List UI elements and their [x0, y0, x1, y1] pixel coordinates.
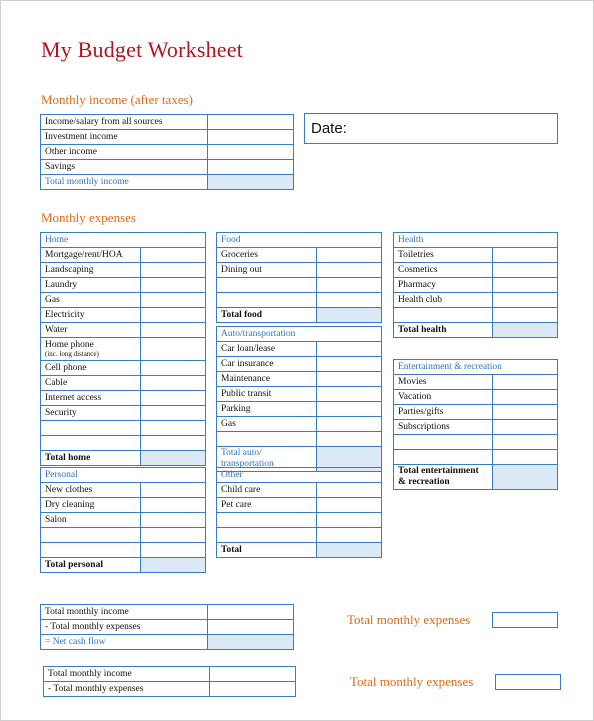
- row-label: Cell phone: [41, 361, 141, 376]
- row-label: Maintenance: [217, 372, 317, 387]
- amount-cell[interactable]: [493, 435, 558, 450]
- other-table: [216, 467, 382, 558]
- table-row: [41, 248, 206, 263]
- row-label: Public transit: [217, 387, 317, 402]
- amount-cell[interactable]: [493, 278, 558, 293]
- table-row: [41, 323, 206, 338]
- row-label: Groceries: [217, 248, 317, 263]
- row-label: [41, 338, 141, 361]
- row-label: [217, 513, 317, 528]
- income-heading: Monthly income (after taxes): [41, 92, 193, 107]
- auto-table: [216, 326, 382, 472]
- table-row: [394, 450, 558, 465]
- table-row: [394, 293, 558, 308]
- amount-cell[interactable]: [210, 682, 296, 697]
- table-row: [217, 278, 382, 293]
- total-row: [217, 543, 382, 558]
- amount-cell[interactable]: [493, 248, 558, 263]
- table-row: [217, 387, 382, 402]
- table-row: [217, 483, 382, 498]
- row-label: Total monthly income: [44, 667, 210, 682]
- table-row: [217, 513, 382, 528]
- table-row: [41, 406, 206, 421]
- total-row: [394, 465, 558, 490]
- amount-cell[interactable]: [208, 160, 294, 175]
- table-row: [217, 417, 382, 432]
- row-label: Pet care: [217, 498, 317, 513]
- total-amount-cell[interactable]: [493, 465, 558, 490]
- row-label: Child care: [217, 483, 317, 498]
- amount-cell[interactable]: [493, 420, 558, 435]
- row-label: Vacation: [394, 390, 493, 405]
- total-label: [394, 465, 493, 490]
- amount-cell[interactable]: [317, 263, 382, 278]
- date-field[interactable]: [304, 113, 558, 144]
- amount-cell[interactable]: [493, 375, 558, 390]
- table-row: [394, 420, 558, 435]
- auto-total-line2: transportation: [221, 459, 274, 469]
- table-row: [41, 263, 206, 278]
- table-row: [394, 390, 558, 405]
- table-row: [41, 605, 294, 620]
- amount-cell[interactable]: [317, 432, 382, 447]
- home-phone-note: (inc. long distance): [45, 350, 99, 358]
- table-row: [41, 130, 294, 145]
- row-label: Cable: [41, 376, 141, 391]
- amount-cell[interactable]: [493, 263, 558, 278]
- total-row: [394, 323, 558, 338]
- total-expenses-label-1: Total monthly expenses: [347, 612, 471, 627]
- food-header: Food: [217, 233, 382, 248]
- row-label: = Net cash flow: [41, 635, 208, 650]
- total-row: [41, 451, 206, 466]
- table-row: [41, 145, 294, 160]
- table-row: [217, 432, 382, 447]
- row-label: Laundry: [41, 278, 141, 293]
- total-amount-cell[interactable]: [141, 451, 206, 466]
- table-row: [41, 620, 294, 635]
- amount-cell[interactable]: [317, 372, 382, 387]
- amount-cell[interactable]: [208, 605, 294, 620]
- total-label: Total personal: [41, 558, 141, 573]
- row-label: [41, 543, 141, 558]
- table-row: [41, 635, 294, 650]
- row-label: Dry cleaning: [41, 498, 141, 513]
- table-row: [394, 375, 558, 390]
- total-label: Total health: [394, 323, 493, 338]
- row-label: Movies: [394, 375, 493, 390]
- table-row: [394, 278, 558, 293]
- amount-cell[interactable]: [141, 391, 206, 406]
- table-row: [217, 342, 382, 357]
- home-phone-label: Home phone: [45, 340, 94, 350]
- row-label: Mortgage/rent/HOA: [41, 248, 141, 263]
- table-row: [217, 528, 382, 543]
- table-row: [41, 483, 206, 498]
- row-label: Other income: [41, 145, 208, 160]
- table-row: [41, 543, 206, 558]
- total-expenses-box-1[interactable]: [492, 612, 558, 628]
- amount-cell[interactable]: [317, 278, 382, 293]
- table-row: [41, 421, 206, 436]
- row-label: Toiletries: [394, 248, 493, 263]
- table-row: [217, 357, 382, 372]
- home-table: [40, 232, 206, 466]
- table-row: [217, 372, 382, 387]
- table-row: [44, 667, 296, 682]
- total-expenses-box-2[interactable]: [495, 674, 561, 690]
- total-label: Total monthly income: [41, 175, 208, 190]
- amount-cell[interactable]: [141, 376, 206, 391]
- amount-cell[interactable]: [141, 323, 206, 338]
- entertainment-total-line2: & recreation: [398, 477, 450, 487]
- row-label: Water: [41, 323, 141, 338]
- table-row: [217, 248, 382, 263]
- row-label: [41, 528, 141, 543]
- table-row: [41, 293, 206, 308]
- row-label: Investment income: [41, 130, 208, 145]
- table-row: [41, 436, 206, 451]
- total-row: [217, 308, 382, 323]
- amount-cell[interactable]: [317, 387, 382, 402]
- row-label: [394, 450, 493, 465]
- row-label: Car loan/lease: [217, 342, 317, 357]
- table-row: [394, 248, 558, 263]
- amount-cell[interactable]: [208, 130, 294, 145]
- row-label: Income/salary from all sources: [41, 115, 208, 130]
- food-table: [216, 232, 382, 323]
- table-row: [41, 338, 206, 361]
- table-row: [41, 513, 206, 528]
- total-label: Total food: [217, 308, 317, 323]
- amount-cell[interactable]: [317, 293, 382, 308]
- row-label: Landscaping: [41, 263, 141, 278]
- table-row: [41, 528, 206, 543]
- amount-cell[interactable]: [493, 308, 558, 323]
- other-header: Other: [217, 468, 382, 483]
- row-label: [217, 278, 317, 293]
- date-label: Date:: [311, 120, 347, 137]
- auto-header: Auto/transportation: [217, 327, 382, 342]
- table-row: [394, 308, 558, 323]
- table-row: [394, 435, 558, 450]
- total-amount-cell[interactable]: [493, 323, 558, 338]
- table-row: [217, 293, 382, 308]
- health-table: [393, 232, 558, 338]
- amount-cell[interactable]: [317, 417, 382, 432]
- row-label: Salon: [41, 513, 141, 528]
- entertainment-header: Entertainment & recreation: [394, 360, 558, 375]
- amount-cell[interactable]: [317, 402, 382, 417]
- amount-cell[interactable]: [493, 293, 558, 308]
- row-label: Savings: [41, 160, 208, 175]
- row-label: Cosmetics: [394, 263, 493, 278]
- row-label: Gas: [217, 417, 317, 432]
- amount-cell[interactable]: [493, 390, 558, 405]
- table-row: [217, 402, 382, 417]
- total-label: Total home: [41, 451, 141, 466]
- amount-cell[interactable]: [208, 635, 294, 650]
- table-row: [41, 308, 206, 323]
- amount-cell[interactable]: [208, 620, 294, 635]
- row-label: [41, 421, 141, 436]
- total-amount-cell[interactable]: [141, 558, 206, 573]
- amount-cell[interactable]: [141, 263, 206, 278]
- table-row: [217, 498, 382, 513]
- personal-header: Personal: [41, 468, 206, 483]
- personal-table: [40, 467, 206, 573]
- amount-cell[interactable]: [141, 421, 206, 436]
- amount-cell[interactable]: [141, 543, 206, 558]
- row-label: - Total monthly expenses: [44, 682, 210, 697]
- amount-cell[interactable]: [317, 357, 382, 372]
- row-label: Total monthly income: [41, 605, 208, 620]
- amount-cell[interactable]: [141, 278, 206, 293]
- amount-cell[interactable]: [141, 436, 206, 451]
- amount-cell[interactable]: [141, 338, 206, 361]
- home-header: Home: [41, 233, 206, 248]
- auto-total-line1: Total auto/: [221, 448, 262, 458]
- total-expenses-label-2: Total monthly expenses: [350, 674, 474, 689]
- amount-cell[interactable]: [493, 405, 558, 420]
- row-label: [41, 436, 141, 451]
- amount-cell[interactable]: [493, 450, 558, 465]
- row-label: [394, 308, 493, 323]
- amount-cell[interactable]: [317, 248, 382, 263]
- row-label: New clothes: [41, 483, 141, 498]
- total-row: [41, 558, 206, 573]
- amount-cell[interactable]: [210, 667, 296, 682]
- table-row: [217, 263, 382, 278]
- amount-cell[interactable]: [141, 293, 206, 308]
- amount-cell[interactable]: [141, 406, 206, 421]
- row-label: - Total monthly expenses: [41, 620, 208, 635]
- amount-cell[interactable]: [317, 528, 382, 543]
- expenses-heading: Monthly expenses: [41, 210, 136, 225]
- row-label: Dining out: [217, 263, 317, 278]
- income-table: [40, 114, 294, 190]
- amount-cell[interactable]: [141, 308, 206, 323]
- table-row: [41, 278, 206, 293]
- table-row: [41, 391, 206, 406]
- amount-cell[interactable]: [141, 248, 206, 263]
- row-label: Parties/gifts: [394, 405, 493, 420]
- row-label: [394, 435, 493, 450]
- page-title: My Budget Worksheet: [41, 37, 244, 62]
- row-label: Parking: [217, 402, 317, 417]
- table-row: [41, 376, 206, 391]
- amount-cell[interactable]: [208, 145, 294, 160]
- health-header: Health: [394, 233, 558, 248]
- total-row: [41, 175, 294, 190]
- total-amount-cell[interactable]: [317, 308, 382, 323]
- summary-table-1: [40, 604, 294, 650]
- table-row: [41, 115, 294, 130]
- amount-cell[interactable]: [141, 513, 206, 528]
- table-row: [41, 498, 206, 513]
- table-row: [394, 263, 558, 278]
- amount-cell[interactable]: [141, 483, 206, 498]
- total-amount-cell[interactable]: [317, 543, 382, 558]
- total-label: Total: [217, 543, 317, 558]
- total-amount-cell[interactable]: [208, 175, 294, 190]
- row-label: Electricity: [41, 308, 141, 323]
- row-label: Subscriptions: [394, 420, 493, 435]
- amount-cell[interactable]: [317, 498, 382, 513]
- row-label: [217, 528, 317, 543]
- row-label: Security: [41, 406, 141, 421]
- row-label: [217, 293, 317, 308]
- row-label: Health club: [394, 293, 493, 308]
- row-label: Internet access: [41, 391, 141, 406]
- amount-cell[interactable]: [141, 361, 206, 376]
- entertainment-total-line1: Total entertainment: [398, 466, 479, 476]
- table-row: [394, 405, 558, 420]
- amount-cell[interactable]: [317, 342, 382, 357]
- amount-cell[interactable]: [141, 528, 206, 543]
- row-label: Pharmacy: [394, 278, 493, 293]
- row-label: [217, 432, 317, 447]
- amount-cell[interactable]: [141, 498, 206, 513]
- table-row: [41, 361, 206, 376]
- amount-cell[interactable]: [317, 483, 382, 498]
- row-label: Gas: [41, 293, 141, 308]
- row-label: Car insurance: [217, 357, 317, 372]
- amount-cell[interactable]: [317, 513, 382, 528]
- table-row: [41, 160, 294, 175]
- entertainment-table: [393, 359, 558, 490]
- amount-cell[interactable]: [208, 115, 294, 130]
- table-row: [44, 682, 296, 697]
- summary-table-2: [43, 666, 296, 697]
